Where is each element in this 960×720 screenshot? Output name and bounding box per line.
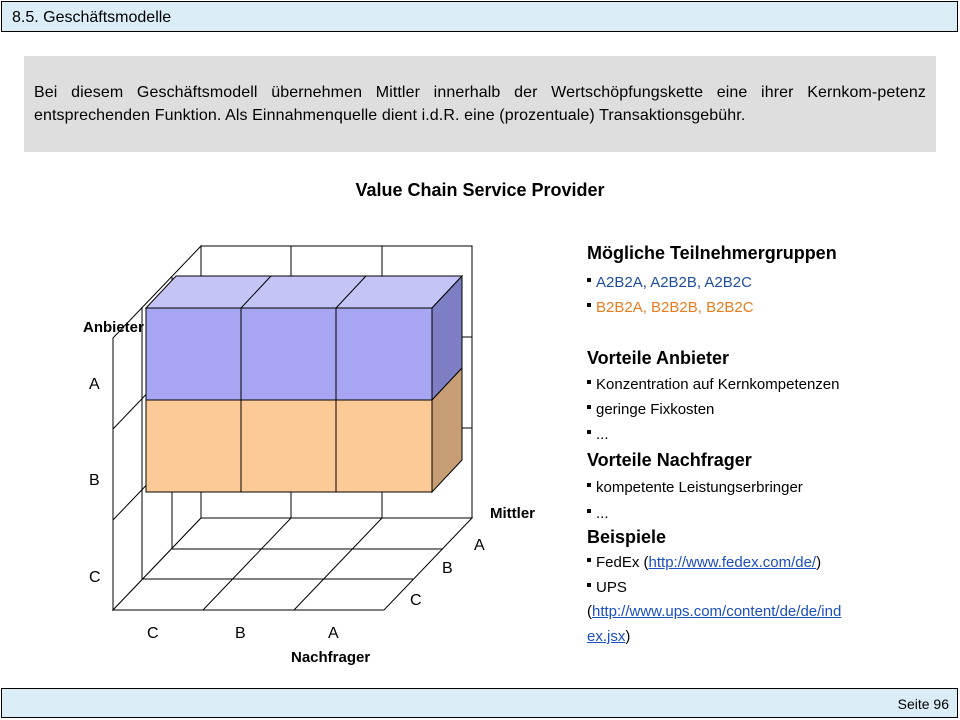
section-title: 8.5. Geschäftsmodelle [12, 9, 172, 26]
group-item-b: B2B2A, B2B2B, B2B2C [587, 299, 754, 316]
examples-heading: Beispiele [587, 527, 667, 547]
purple-cube-2 [241, 308, 336, 400]
anbieter-tick-b: B [89, 472, 100, 489]
purple-row-top [146, 276, 462, 308]
nachfrager-tick-c: C [147, 625, 159, 642]
groups-heading: Mögliche Teilnehmergruppen [587, 243, 837, 263]
orange-cube-3 [336, 400, 432, 492]
group-item-a: A2B2A, A2B2B, A2B2C [587, 274, 752, 291]
anbieter-heading: Vorteile Anbieter [587, 348, 730, 368]
orange-cube-2 [241, 400, 336, 492]
nachfrager-tick-a: A [328, 625, 339, 642]
anbieter-tick-c: C [89, 569, 101, 586]
mittler-tick-c: C [410, 592, 422, 609]
ups-link-line-2: ex.jsx) [587, 628, 631, 645]
footer-bar [1, 688, 958, 718]
example-fedex: FedEx (http://www.fedex.com/de/) [587, 554, 821, 571]
axis-mittler-label: Mittler [490, 505, 535, 522]
anbieter-item-3: ... [587, 426, 609, 443]
anbieter-item-1: Konzentration auf Kernkompetenzen [587, 376, 840, 393]
page-number: Seite 96 [897, 696, 949, 712]
nachfrager-tick-b: B [235, 625, 246, 642]
anbieter-item-2: geringe Fixkosten [587, 401, 714, 418]
ups-link-line-1: (http://www.ups.com/content/de/de/ind [587, 603, 842, 620]
ups-link-part-1[interactable]: http://www.ups.com/content/de/de/ind [592, 603, 842, 620]
mittler-tick-a: A [474, 537, 485, 554]
purple-cube-3 [336, 308, 432, 400]
purple-cube-1 [146, 308, 241, 400]
mittler-tick-b: B [442, 560, 453, 577]
nachfrager-item-1: kompetente Leistungserbringer [587, 479, 803, 496]
diagram-title: Value Chain Service Provider [355, 180, 605, 200]
nachfrager-heading: Vorteile Nachfrager [587, 450, 752, 470]
fedex-link[interactable]: http://www.fedex.com/de/ [648, 554, 817, 571]
axis-nachfrager-label: Nachfrager [291, 649, 371, 666]
nachfrager-item-2: ... [587, 505, 609, 522]
anbieter-tick-a: A [89, 376, 100, 393]
intro-text: Bei diesem Geschäftsmodell übernehmen Mittler innerhalb der Wertschöpfungskette eine ihrer Kernkom-petenz entsprechenden Funktion. Als Einnahmenquelle dient i.d.R. eine (prozentuale) Transaktionsgebühr. [34, 84, 926, 124]
example-ups: UPS [587, 579, 627, 596]
orange-cube-1 [146, 400, 241, 492]
axis-anbieter-label: Anbieter [83, 319, 144, 336]
ups-link-part-2[interactable]: ex.jsx [587, 628, 626, 645]
